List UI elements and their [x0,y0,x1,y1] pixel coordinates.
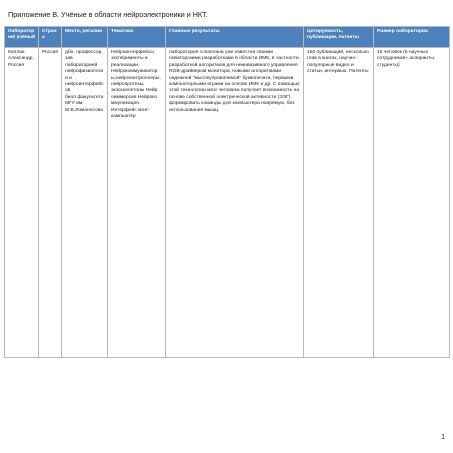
table-header-row [5,27,450,48]
cell-country: Россия [39,48,62,358]
header-lab: Лаборатор ия/ учёный [5,27,39,48]
header-place: Место, регалии [62,27,108,48]
cell-lab: Каплан Александр, Россия [5,48,39,358]
scientists-table [4,26,450,358]
header-size: Размер лаборатории [374,27,450,48]
cell-place: дбн, профессор, зав. лабораторией нейрофизиологи и и нейроинтерфейс ов биол.факультета МГУ им. М.В.Ломоносова [62,48,108,358]
header-country: Страна [39,27,62,48]
cell-results: лаборатория А.Каплана уже известна своими новаторскими разработками в области ИМК, в частности, разработкой алгоритмов для неинвазивного управления RGB-драйвером монитора, новыми алгоритмами надежной "мыслеуправляемой" буквопечати, первыми компьютерными играми на основе ИМК и др. С помощью этой технологии мозг человека получает возможность на основе собственной электрической активности (ЭЭГ) формировать команды для компьютера напрямую, без использования мышц. [166,48,304,358]
page-title: Приложение В. Учёные в области нейроэлектроники и НКТ. [8,10,208,19]
header-cite: Цитируемость, публикации, патенты [304,27,374,48]
page-number: 1 [441,434,445,441]
header-topic: Тематика [108,27,166,48]
table-row [5,48,450,358]
cell-size: 15 человек (5 научных сотрудников+ аспиранты, студенты) [374,48,450,358]
header-results: Главные результаты [166,27,304,48]
cell-topic: Нейроинтерфейсы эксперименты и реализации. Нейрокоммуникатор ы,нейроконтроллеры, нейропротезы, экзоскелетоны Нейр оиммерсия.Нейроко ммуникация. Интерфейс мозг-компьютер [108,48,166,358]
cell-cite: 150 публикаций, несколько глав в книгах, научно-популярные видео и статьи, интервью. Патенты [304,48,374,358]
